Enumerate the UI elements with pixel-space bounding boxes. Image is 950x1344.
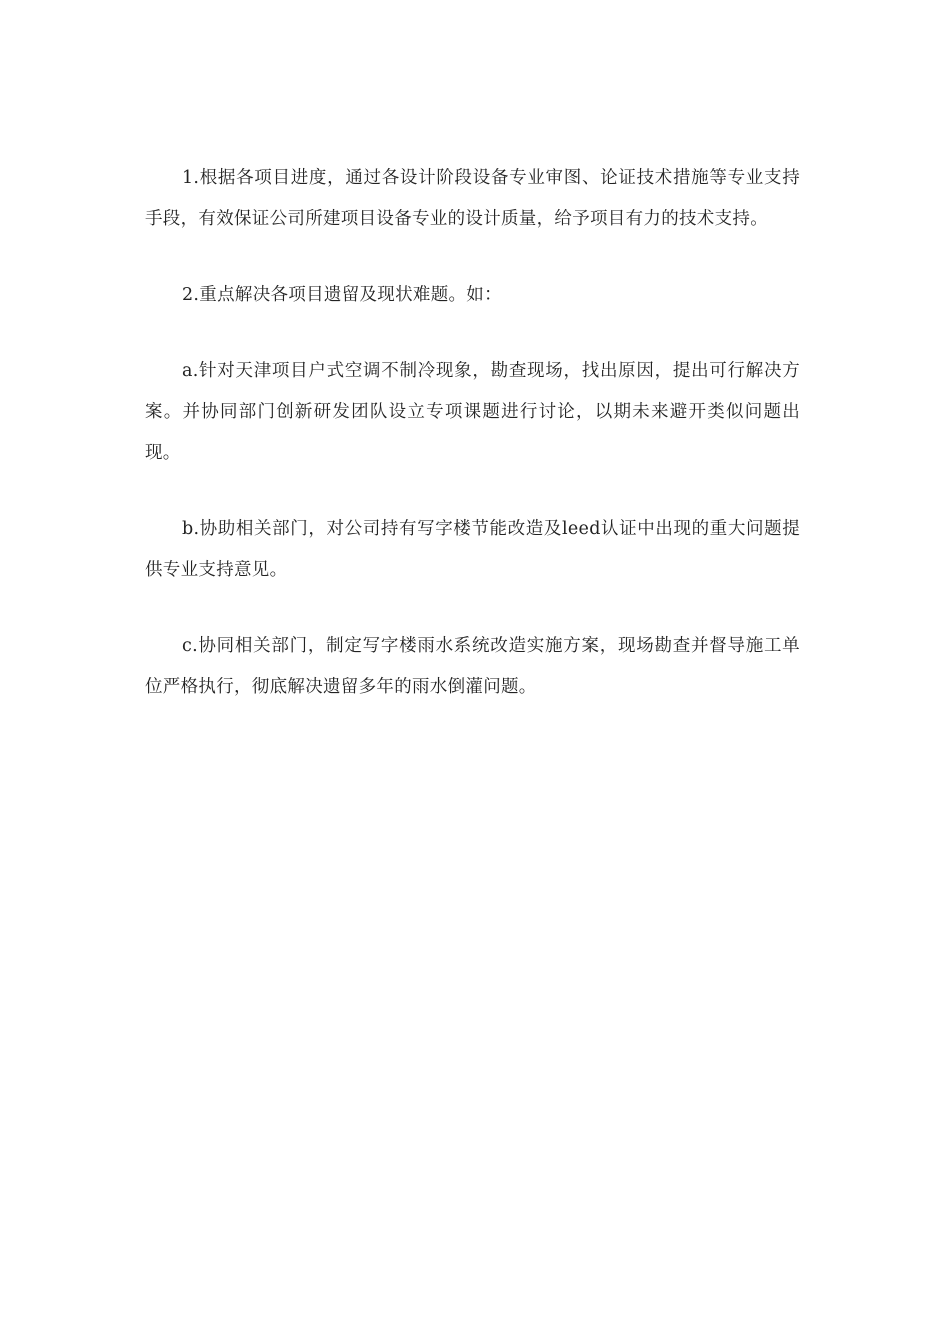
paragraph-1: 1.根据各项目进度，通过各设计阶段设备专业审图、论证技术措施等专业支持手段，有效保证公司所建项目设备专业的设计质量，给予项目有力的技术支持。: [145, 168, 800, 229]
paragraph-2: 2.重点解决各项目遗留及现状难题。如：: [182, 285, 502, 305]
paragraph-c: c.协同相关部门，制定写字楼雨水系统改造实施方案，现场勘查并督导施工单位严格执行，彻底解决遗留多年的雨水倒灌问题。: [145, 636, 800, 697]
paragraph-b: b.协助相关部门，对公司持有写字楼节能改造及leed认证中出现的重大问题提供专业支持意见。: [145, 519, 800, 580]
document-body: [145, 158, 800, 743]
paragraph-a: a.针对天津项目户式空调不制冷现象，勘查现场，找出原因，提出可行解决方案。并协同部门创新研发团队设立专项课题进行讨论，以期未来避开类似问题出现。: [145, 361, 800, 463]
